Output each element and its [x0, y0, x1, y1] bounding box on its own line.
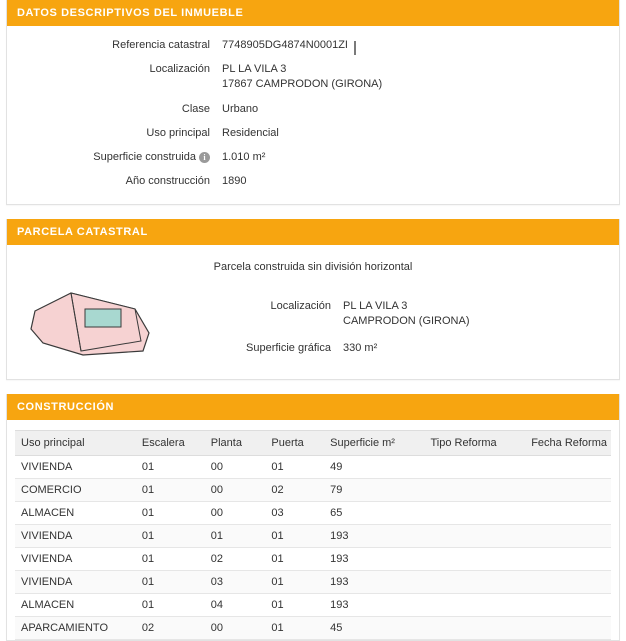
parcela-caption: Parcela construida sin división horizontal	[213, 261, 413, 273]
label-superficie-grafica: Superficie gráfica	[246, 342, 331, 354]
cell-planta: 04	[205, 594, 266, 617]
cell-puerta: 01	[265, 571, 324, 594]
value-parcela-localizacion-line1: PL LA VILA 3	[343, 300, 408, 312]
col-header-puerta: Puerta	[265, 431, 324, 456]
cell-fecha-reforma	[525, 594, 611, 617]
value-ano-construccion: 1890	[222, 175, 247, 187]
cell-fecha-reforma	[525, 525, 611, 548]
row-clase	[17, 102, 609, 116]
cell-superficie: 193	[324, 548, 424, 571]
cell-fecha-reforma	[525, 571, 611, 594]
parcela-details	[233, 281, 609, 365]
label-clase: Clase	[181, 103, 210, 115]
label-superficie-construida	[17, 150, 222, 164]
table-row	[15, 479, 611, 502]
value-localizacion-line2: 17867 CAMPRODON (GIRONA)	[222, 78, 383, 90]
cell-planta: 00	[205, 502, 266, 525]
value-referencia-catastral: 7748905DG4874N0001ZI	[222, 39, 348, 51]
cell-escalera: 01	[136, 548, 205, 571]
cell-tipo-reforma	[424, 525, 525, 548]
row-superficie-grafica	[233, 341, 609, 355]
cell-uso: APARCAMIENTO	[15, 617, 136, 640]
cell-fecha-reforma	[525, 548, 611, 571]
cell-escalera: 01	[136, 479, 205, 502]
value-superficie-grafica: 330 m²	[343, 342, 378, 354]
cell-puerta: 01	[265, 525, 324, 548]
parcel-map[interactable]	[23, 281, 233, 359]
cell-uso: ALMACEN	[15, 502, 136, 525]
table-row	[15, 617, 611, 640]
cell-planta: 02	[205, 548, 266, 571]
cell-uso: VIVIENDA	[15, 548, 136, 571]
col-header-escalera: Escalera	[136, 431, 205, 456]
cell-uso: VIVIENDA	[15, 456, 136, 479]
table-row	[15, 525, 611, 548]
parcel-highlight-shape	[85, 309, 121, 327]
value-parcela-localizacion-line2: CAMPRODON (GIRONA)	[343, 315, 470, 327]
construccion-table-head	[15, 431, 611, 456]
cell-tipo-reforma	[424, 617, 525, 640]
copy-icon[interactable]	[354, 39, 367, 52]
panel-parcela-catastral	[6, 219, 620, 380]
table-row	[15, 594, 611, 617]
cell-fecha-reforma	[525, 456, 611, 479]
panel-datos-title: DATOS DESCRIPTIVOS DEL INMUEBLE	[7, 0, 619, 26]
value-parcela-localizacion-group	[343, 299, 470, 329]
label-uso-principal: Uso principal	[146, 127, 210, 139]
cell-puerta: 01	[265, 548, 324, 571]
label-localizacion: Localización	[149, 63, 210, 75]
value-localizacion-group	[222, 62, 382, 92]
cell-uso: ALMACEN	[15, 594, 136, 617]
row-parcela-localizacion	[233, 299, 609, 329]
cell-tipo-reforma	[424, 456, 525, 479]
col-header-fecha-reforma: Fecha Reforma	[525, 431, 611, 456]
cell-planta: 01	[205, 525, 266, 548]
cell-escalera: 01	[136, 456, 205, 479]
col-header-superficie: Superficie m²	[324, 431, 424, 456]
cell-superficie: 193	[324, 571, 424, 594]
cell-puerta: 01	[265, 617, 324, 640]
panel-construccion-title: CONSTRUCCIÓN	[7, 394, 619, 420]
col-header-planta: Planta	[205, 431, 266, 456]
panel-construccion	[6, 394, 620, 641]
row-referencia-catastral	[17, 38, 609, 52]
cell-planta: 00	[205, 617, 266, 640]
panel-datos-descriptivos	[6, 0, 620, 205]
cell-superficie: 45	[324, 617, 424, 640]
label-superficie-construida-text: Superficie construida	[93, 151, 196, 163]
cell-tipo-reforma	[424, 594, 525, 617]
cell-escalera: 01	[136, 571, 205, 594]
cell-tipo-reforma	[424, 479, 525, 502]
value-superficie-construida: 1.010 m²	[222, 151, 266, 163]
label-referencia-catastral: Referencia catastral	[112, 39, 210, 51]
cell-escalera: 01	[136, 594, 205, 617]
cell-superficie: 193	[324, 525, 424, 548]
cell-uso: VIVIENDA	[15, 525, 136, 548]
row-uso-principal	[17, 126, 609, 140]
panel-parcela-body	[7, 245, 619, 379]
cell-superficie: 193	[324, 594, 424, 617]
panel-datos-body	[7, 26, 619, 204]
value-localizacion-line1: PL LA VILA 3	[222, 63, 287, 75]
value-uso-principal: Residencial	[222, 127, 279, 139]
value-referencia-catastral-group	[222, 38, 386, 52]
cell-fecha-reforma	[525, 479, 611, 502]
cell-fecha-reforma	[525, 617, 611, 640]
col-header-tipo-reforma: Tipo Reforma	[424, 431, 525, 456]
table-row	[15, 548, 611, 571]
cell-escalera: 01	[136, 502, 205, 525]
cell-planta: 00	[205, 479, 266, 502]
cell-tipo-reforma	[424, 502, 525, 525]
cell-uso: COMERCIO	[15, 479, 136, 502]
value-clase: Urbano	[222, 103, 259, 115]
cell-planta: 03	[205, 571, 266, 594]
cell-puerta: 02	[265, 479, 324, 502]
cell-tipo-reforma	[424, 548, 525, 571]
panel-construccion-body	[7, 420, 619, 640]
row-localizacion	[17, 62, 609, 92]
cell-superficie: 79	[324, 479, 424, 502]
construccion-table	[15, 430, 611, 640]
table-row	[15, 571, 611, 594]
cell-tipo-reforma	[424, 571, 525, 594]
cell-puerta: 01	[265, 456, 324, 479]
cell-planta: 00	[205, 456, 266, 479]
table-row	[15, 502, 611, 525]
parcela-content	[17, 281, 609, 365]
cell-puerta: 03	[265, 502, 324, 525]
panel-parcela-title: PARCELA CATASTRAL	[7, 219, 619, 245]
row-superficie-construida	[17, 150, 609, 164]
cell-escalera: 02	[136, 617, 205, 640]
label-ano-construccion: Año construcción	[125, 175, 210, 187]
construccion-table-body	[15, 456, 611, 640]
table-row	[15, 456, 611, 479]
cell-escalera: 01	[136, 525, 205, 548]
cell-fecha-reforma	[525, 502, 611, 525]
cell-superficie: 65	[324, 502, 424, 525]
label-parcela-localizacion: Localización	[270, 300, 331, 312]
cell-superficie: 49	[324, 456, 424, 479]
table-header-row	[15, 431, 611, 456]
cell-puerta: 01	[265, 594, 324, 617]
cell-uso: VIVIENDA	[15, 571, 136, 594]
parcel-map-svg[interactable]	[23, 281, 203, 359]
col-header-uso-principal: Uso principal	[15, 431, 136, 456]
info-icon[interactable]: i	[199, 152, 210, 163]
row-ano-construccion	[17, 174, 609, 188]
barcode-icon[interactable]	[373, 39, 386, 52]
